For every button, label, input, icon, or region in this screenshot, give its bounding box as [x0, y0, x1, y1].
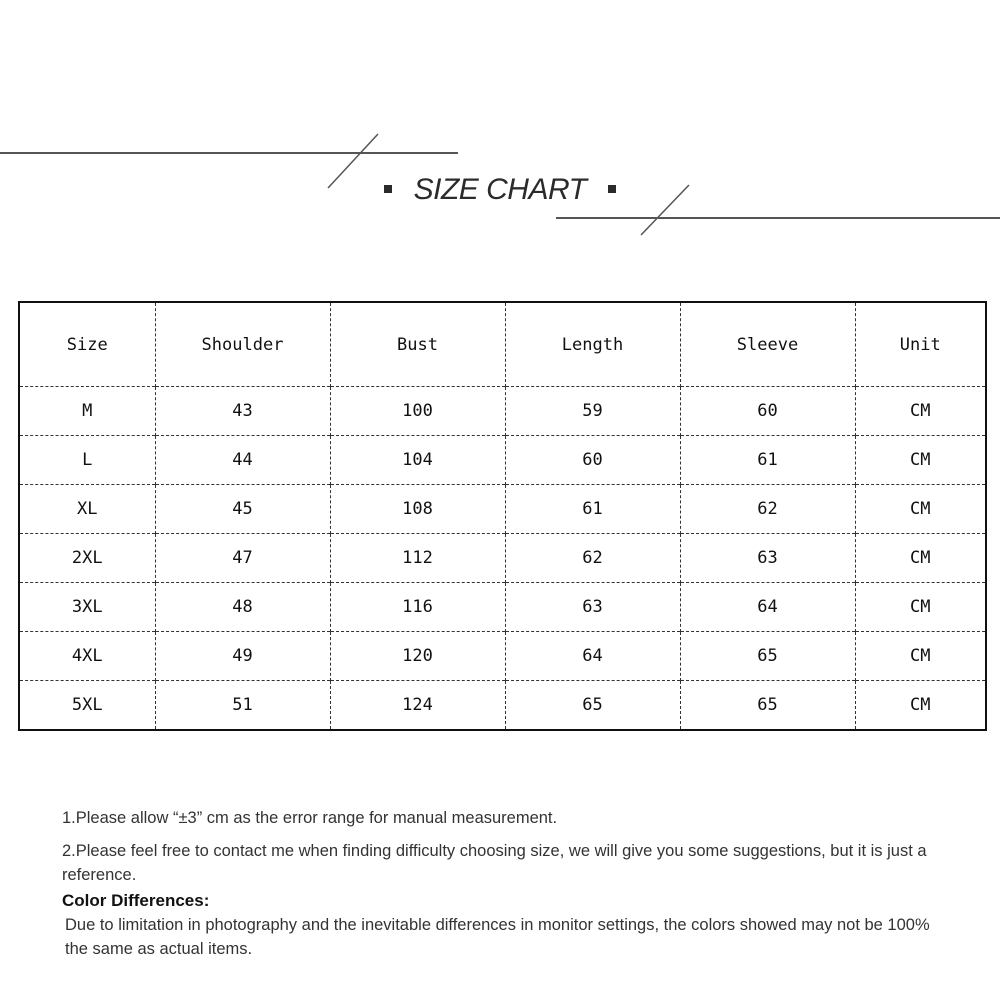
cell-bust: 116 [330, 583, 505, 632]
cell-sleeve: 62 [680, 485, 855, 534]
title-decoration [0, 0, 1000, 260]
note-contact: 2.Please feel free to contact me when finding difficulty choosing size, we will give you some suggestions, but it is just a reference. [62, 842, 927, 884]
size-table [18, 301, 987, 731]
cell-bust: 104 [330, 436, 505, 485]
cell-shoulder: 48 [155, 583, 330, 632]
cell-shoulder: 44 [155, 436, 330, 485]
cell-shoulder: 49 [155, 632, 330, 681]
cell-bust: 124 [330, 681, 505, 731]
cell-sleeve: 65 [680, 681, 855, 731]
cell-shoulder: 45 [155, 485, 330, 534]
cell-bust: 100 [330, 387, 505, 436]
cell-shoulder: 51 [155, 681, 330, 731]
cell-size: M [19, 387, 155, 436]
cell-shoulder: 47 [155, 534, 330, 583]
cell-sleeve: 65 [680, 632, 855, 681]
cell-length: 64 [505, 632, 680, 681]
cell-bust: 120 [330, 632, 505, 681]
column-header-length: Length [505, 302, 680, 387]
table-header [19, 302, 986, 387]
cell-size: 3XL [19, 583, 155, 632]
table-row [19, 436, 986, 485]
cell-unit: CM [855, 534, 986, 583]
cell-bust: 108 [330, 485, 505, 534]
table-body [19, 387, 986, 731]
cell-length: 63 [505, 583, 680, 632]
cell-length: 65 [505, 681, 680, 731]
table-header-row [19, 302, 986, 387]
bullet-square-icon [384, 185, 392, 193]
cell-unit: CM [855, 583, 986, 632]
table-row [19, 387, 986, 436]
cell-unit: CM [855, 387, 986, 436]
cell-length: 59 [505, 387, 680, 436]
cell-sleeve: 60 [680, 387, 855, 436]
cell-sleeve: 61 [680, 436, 855, 485]
bullet-square-icon [608, 185, 616, 193]
cell-size: 5XL [19, 681, 155, 731]
color-differences-heading: Color Differences: [62, 891, 210, 910]
column-header-unit: Unit [855, 302, 986, 387]
cell-size: XL [19, 485, 155, 534]
cell-shoulder: 43 [155, 387, 330, 436]
cell-unit: CM [855, 632, 986, 681]
cell-unit: CM [855, 485, 986, 534]
cell-sleeve: 64 [680, 583, 855, 632]
table-row [19, 583, 986, 632]
table-row [19, 534, 986, 583]
cell-size: 2XL [19, 534, 155, 583]
table-row [19, 681, 986, 731]
color-differences-text: Due to limitation in photography and the inevitable differences in monitor settings, the colors showed may not be 100% the same as actual items. [65, 916, 930, 958]
cell-sleeve: 63 [680, 534, 855, 583]
title-text: SIZE CHART [413, 173, 587, 206]
cell-length: 62 [505, 534, 680, 583]
column-header-size: Size [66, 334, 108, 355]
cell-length: 61 [505, 485, 680, 534]
cell-size: 4XL [19, 632, 155, 681]
cell-bust: 112 [330, 534, 505, 583]
size-chart-title [0, 168, 1000, 212]
cell-length: 60 [505, 436, 680, 485]
column-header-shoulder: Shoulder [155, 302, 330, 387]
column-header-sleeve: Sleeve [680, 302, 855, 387]
notes-section [62, 806, 942, 961]
cell-unit: CM [855, 681, 986, 731]
note-measurement-error: 1.Please allow “±3” cm as the error range for manual measurement. [62, 809, 558, 827]
table-row [19, 632, 986, 681]
cell-unit: CM [855, 436, 986, 485]
table-row [19, 485, 986, 534]
column-header-bust: Bust [330, 302, 505, 387]
cell-size: L [19, 436, 155, 485]
